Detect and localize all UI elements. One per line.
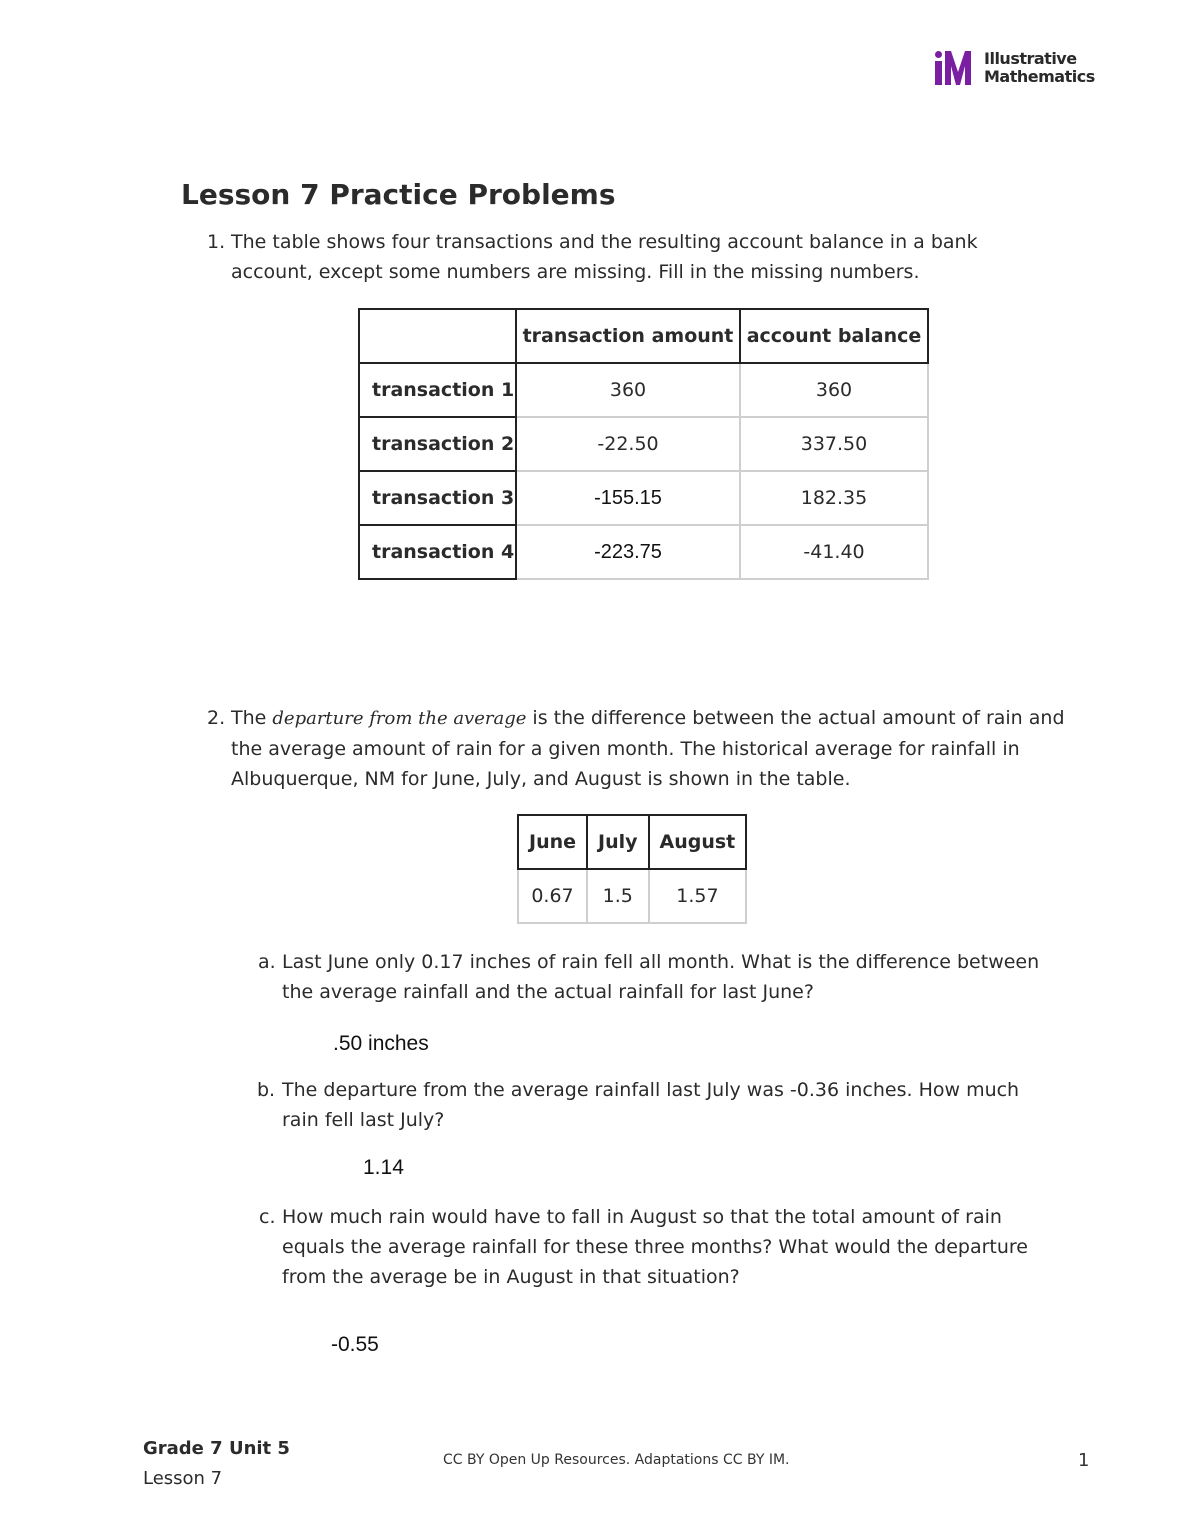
row-label: transaction 1 [359,363,516,417]
table-row [359,363,928,417]
logo-line-2: Mathematics [984,67,1095,86]
footer-lesson: Lesson 7 [143,1468,223,1489]
balance-cell: 360 [740,363,928,417]
balance-cell: 182.35 [740,471,928,525]
part-c-line-1: How much rain would have to fall in August so that the total amount of rain [282,1206,1002,1228]
part-a-line-1: Last June only 0.17 inches of rain fell all month. What is the difference between [282,951,1040,973]
part-c-line-3: from the average be in August in that situation? [282,1266,740,1288]
amount-cell-filled: -155.15 [516,471,740,525]
problem-1-line-1: The table shows four transactions and the resulting account balance in a bank [231,231,978,253]
header-transaction-amount: transaction amount [516,309,740,363]
header-august: August [649,815,747,869]
table-row [359,417,928,471]
amount-cell: 360 [516,363,740,417]
value-august: 1.57 [649,869,747,923]
im-logo-icon [934,50,982,86]
table-row [359,471,928,525]
amount-cell: -22.50 [516,417,740,471]
part-c-text [282,1202,1028,1292]
problem-2-text [231,703,1065,794]
rainfall-table [517,814,747,924]
problem-2-term: departure from the average [272,708,527,729]
header-july: July [587,815,649,869]
part-b-answer: 1.14 [363,1156,404,1179]
header-june: June [518,815,587,869]
row-label: transaction 2 [359,417,516,471]
transactions-table [358,308,929,580]
part-a-label: a. [258,951,276,973]
header-account-balance: account balance [740,309,928,363]
problem-2-number: 2. [207,707,226,729]
balance-cell: 337.50 [740,417,928,471]
amount-cell-filled: -223.75 [516,525,740,579]
part-c-answer: -0.55 [331,1333,379,1356]
part-c-label: c. [259,1206,276,1228]
problem-2-line-3: Albuquerque, NM for June, July, and August is shown in the table. [231,768,851,790]
part-b-line-1: The departure from the average rainfall last July was -0.36 inches. How much [282,1079,1020,1101]
logo-wordmark [984,50,1095,86]
logo-line-1: Illustrative [984,49,1077,68]
footer-license: CC BY Open Up Resources. Adaptations CC BY IM. [443,1452,790,1468]
footer-unit-info [143,1434,290,1494]
value-july: 1.5 [587,869,649,923]
value-june: 0.67 [518,869,587,923]
part-b-label: b. [257,1079,276,1101]
problem-1-number: 1. [207,231,226,253]
problem-2-line-1 [231,703,1065,734]
part-a-line-2: the average rainfall and the actual rainfall for last June? [282,981,814,1003]
problem-1-line-2: account, except some numbers are missing. Fill in the missing numbers. [231,261,920,283]
table-header-row [359,309,928,363]
problem-2-post: is the difference between the actual amount of rain and [526,707,1065,729]
footer-grade: Grade 7 Unit 5 [143,1438,290,1459]
problem-2-pre: The [231,707,273,729]
part-c-line-2: equals the average rainfall for these three months? What would the departure [282,1236,1028,1258]
page-number: 1 [1078,1450,1090,1471]
problem-2-line-2: the average amount of rain for a given month. The historical average for rainfall in [231,738,1020,760]
part-b-text [282,1075,1019,1135]
row-label: transaction 3 [359,471,516,525]
table-header-row [518,815,746,869]
header-empty [359,309,516,363]
problem-1-text [231,227,978,287]
part-a-text [282,947,1039,1007]
row-label: transaction 4 [359,525,516,579]
part-a-answer: .50 inches [333,1032,429,1055]
table-row [518,869,746,923]
table-row [359,525,928,579]
illustrative-mathematics-logo [934,50,1104,90]
part-b-line-2: rain fell last July? [282,1109,445,1131]
page-title: Lesson 7 Practice Problems [181,178,616,211]
balance-cell: -41.40 [740,525,928,579]
